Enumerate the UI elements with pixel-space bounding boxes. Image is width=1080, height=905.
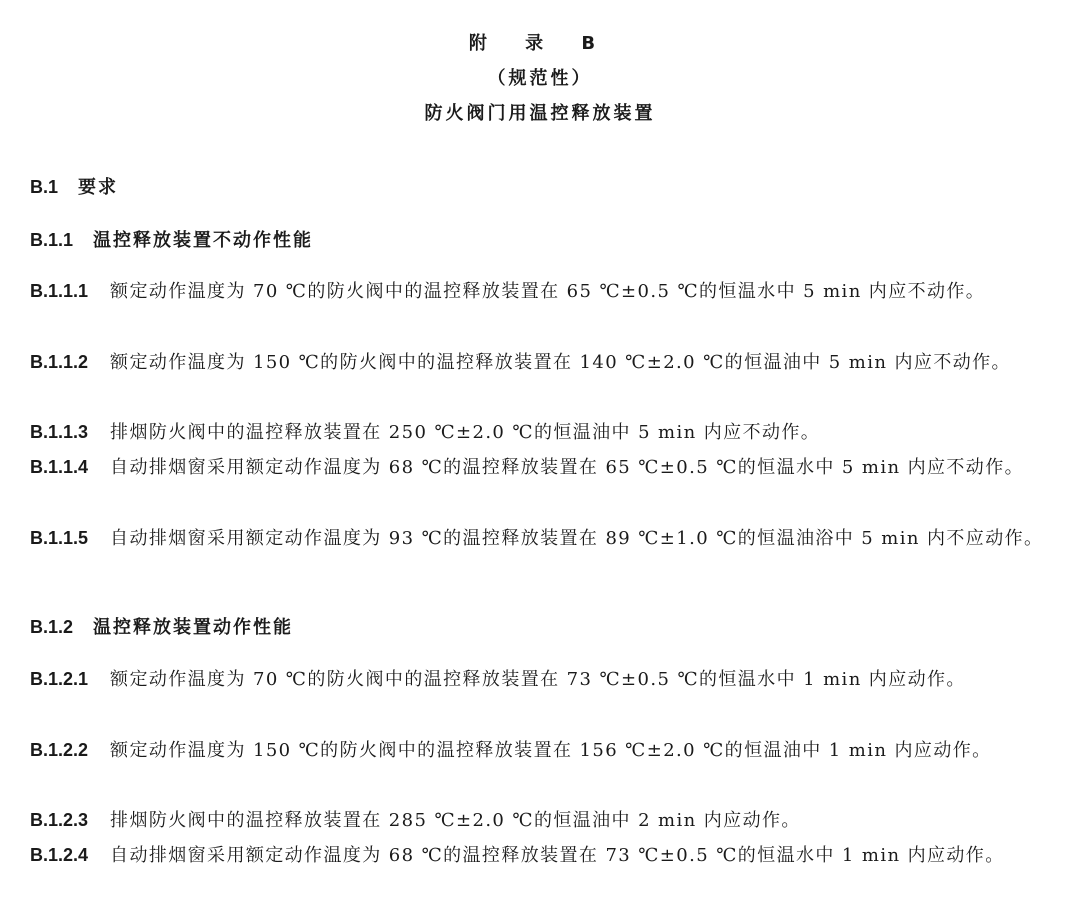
clause-text: 额定动作温度为 70 ℃的防火阀中的温控释放装置在 73 ℃±0.5 ℃的恒温水中 1 min 内应动作。	[110, 669, 966, 690]
section-number: B.1.1	[30, 230, 74, 250]
clause-text: 自动排烟窗采用额定动作温度为 68 ℃的温控释放装置在 73 ℃±0.5 ℃的恒温水中 1 min 内应动作。	[110, 845, 1005, 866]
clause-text: 排烟防火阀中的温控释放装置在 250 ℃±2.0 ℃的恒温油中 5 min 内应不动作。	[110, 422, 821, 443]
clause-text: 额定动作温度为 150 ℃的防火阀中的温控释放装置在 156 ℃±2.0 ℃的恒温油中 1 min 内应动作。	[110, 740, 992, 761]
clause-text: 自动排烟窗采用额定动作温度为 93 ℃的温控释放装置在 89 ℃±1.0 ℃的恒温油浴中 5 min 内不应动作。	[110, 528, 1044, 549]
clause-number: B.1.2.4	[30, 845, 89, 865]
annex-title: 防火阀门用温控释放装置	[424, 103, 656, 124]
annex-normative-note: （规范性）	[487, 68, 593, 89]
clause-text: 额定动作温度为 150 ℃的防火阀中的温控释放装置在 140 ℃±2.0 ℃的恒温油中 5 min 内应不动作。	[110, 352, 1011, 373]
clause-b113	[30, 415, 1050, 450]
clause-number: B.1.1.5	[30, 528, 89, 548]
section-b12-heading	[30, 616, 293, 639]
section-number: B.1	[30, 177, 59, 197]
section-title: 温控释放装置不动作性能	[93, 230, 314, 251]
clause-b122	[30, 733, 1050, 768]
section-title: 温控释放装置动作性能	[93, 617, 294, 638]
clause-text: 额定动作温度为 70 ℃的防火阀中的温控释放装置在 65 ℃±0.5 ℃的恒温水中 5 min 内应不动作。	[110, 281, 986, 302]
clause-b124	[30, 838, 1050, 873]
clause-b114	[30, 450, 1050, 485]
clause-b111	[30, 274, 1050, 309]
clause-text: 自动排烟窗采用额定动作温度为 68 ℃的温控释放装置在 65 ℃±0.5 ℃的恒温水中 5 min 内应不动作。	[110, 457, 1025, 478]
clause-b123	[30, 803, 1050, 838]
section-title: 要求	[78, 177, 119, 198]
clause-number: B.1.1.3	[30, 422, 89, 442]
clause-number: B.1.2.3	[30, 810, 89, 830]
clause-number: B.1.1.2	[30, 352, 89, 372]
section-b1-heading	[30, 176, 118, 199]
section-number: B.1.2	[30, 617, 74, 637]
clause-b115	[30, 521, 1050, 556]
section-b11-heading	[30, 229, 313, 252]
clause-number: B.1.2.2	[30, 740, 89, 760]
clause-number: B.1.1.4	[30, 457, 89, 477]
annex-label: 附 录 B	[468, 33, 612, 54]
clause-b112	[30, 345, 1050, 380]
clause-b121	[30, 662, 1050, 697]
clause-text: 排烟防火阀中的温控释放装置在 285 ℃±2.0 ℃的恒温油中 2 min 内应动作。	[110, 810, 801, 831]
clause-number: B.1.1.1	[30, 281, 89, 301]
clause-number: B.1.2.1	[30, 669, 89, 689]
